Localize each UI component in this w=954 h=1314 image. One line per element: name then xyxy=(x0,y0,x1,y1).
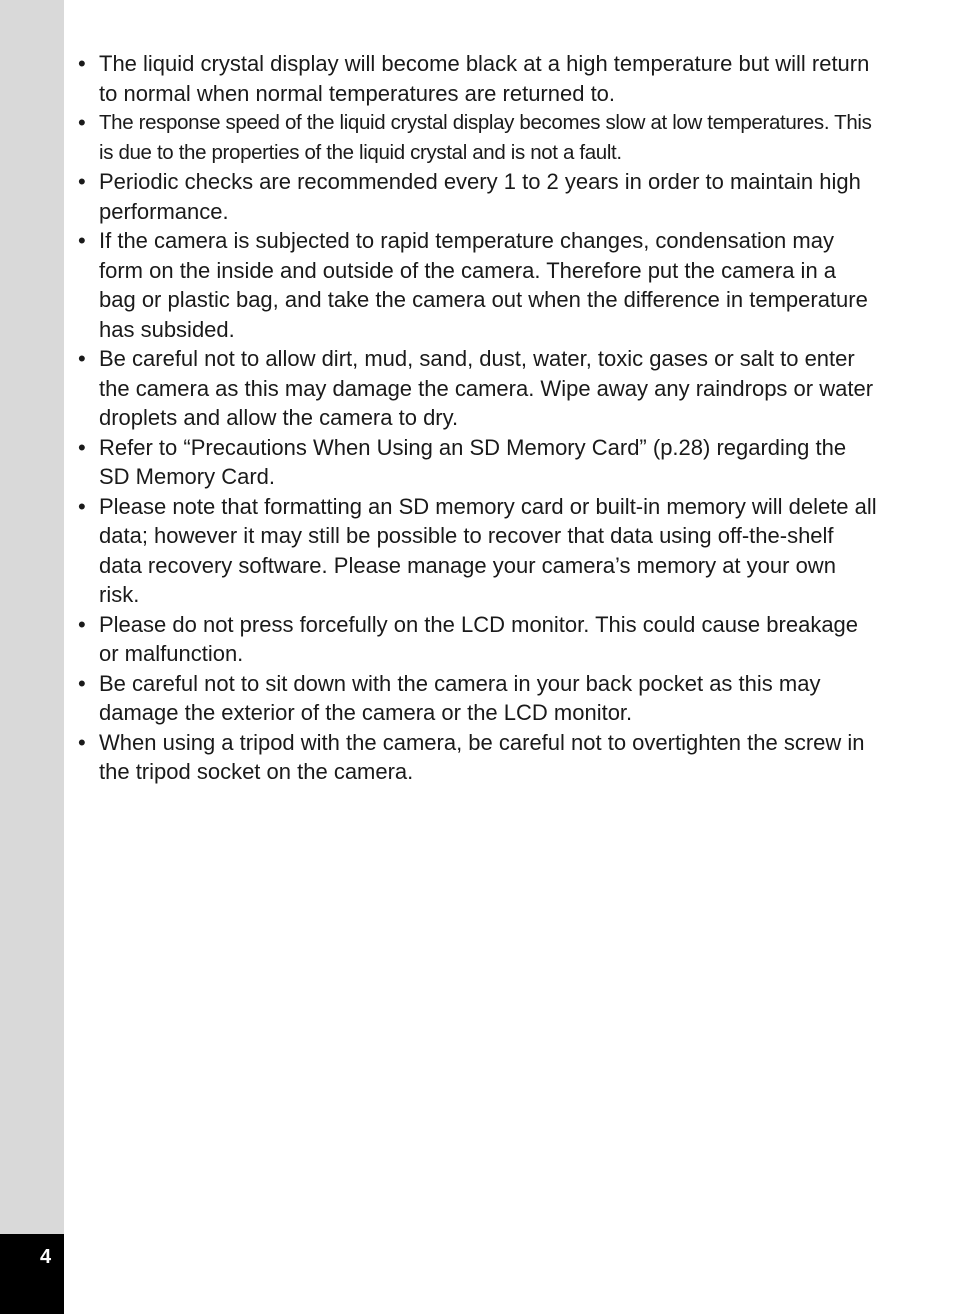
bullet-icon: • xyxy=(78,670,86,696)
list-item xyxy=(78,108,878,167)
bullet-icon: • xyxy=(78,228,86,253)
list-item xyxy=(78,344,878,433)
list-item-text: Please do not press forcefully on the LCD monitor. This could cause breakage or malfunction. xyxy=(99,611,859,666)
bullet-icon: • xyxy=(78,729,86,755)
list-item-text: Refer to “Precautions When Using an SD Memory Card” (p.28) regarding the SD Memory Card. xyxy=(99,434,847,489)
bullet-icon: • xyxy=(78,434,86,460)
list-item xyxy=(78,492,878,610)
bullet-icon: • xyxy=(78,611,86,637)
list-item xyxy=(78,49,878,108)
list-item-text: Be careful not to sit down with the camera in your back pocket as this may damage the exterior of the camera or the LCD monitor. xyxy=(99,670,821,725)
list-item-text: Periodic checks are recommended every 1 to 2 years in order to maintain high performance. xyxy=(99,169,861,224)
list-item xyxy=(78,728,878,787)
list-item xyxy=(78,669,878,728)
list-item xyxy=(78,226,878,344)
list-item xyxy=(78,167,878,226)
list-item-text: Be careful not to allow dirt, mud, sand, dust, water, toxic gases or salt to enter the camera as this may damage the camera. Wipe away any raindrops or water droplets and allow the camera to dry. xyxy=(99,346,874,430)
bullet-icon: • xyxy=(78,169,86,194)
side-strip xyxy=(0,0,64,1314)
bullet-icon: • xyxy=(78,51,86,76)
list-item-text: The response speed of the liquid crystal display becomes slow at low temperatures. This is due to the properties of the liquid crystal and is not a fault. xyxy=(99,111,872,164)
page-number: 4 xyxy=(40,1246,52,1268)
bullet-icon: • xyxy=(78,110,86,135)
precautions-list xyxy=(78,49,878,787)
list-item xyxy=(78,610,878,669)
list-item xyxy=(78,433,878,492)
list-item-text: When using a tripod with the camera, be careful not to overtighten the screw in the tripod socket on the camera. xyxy=(99,729,865,784)
page-tab xyxy=(0,1234,64,1314)
list-item-text: If the camera is subjected to rapid temperature changes, condensation may form on the inside and outside of the camera. Therefore put the camera in a bag or plastic bag, and take the camera out when the difference in temperature has subsided. xyxy=(99,228,868,342)
bullet-icon: • xyxy=(78,346,86,371)
list-item-text: The liquid crystal display will become black at a high temperature but will return to normal when normal temperatures are returned to. xyxy=(99,51,870,106)
list-item-text: Please note that formatting an SD memory card or built-in memory will delete all data; however it may still be possible to recover that data using off-the-shelf data recovery software. Please manage your camera’s memory at your own risk. xyxy=(99,493,877,607)
bullet-icon: • xyxy=(78,493,86,519)
